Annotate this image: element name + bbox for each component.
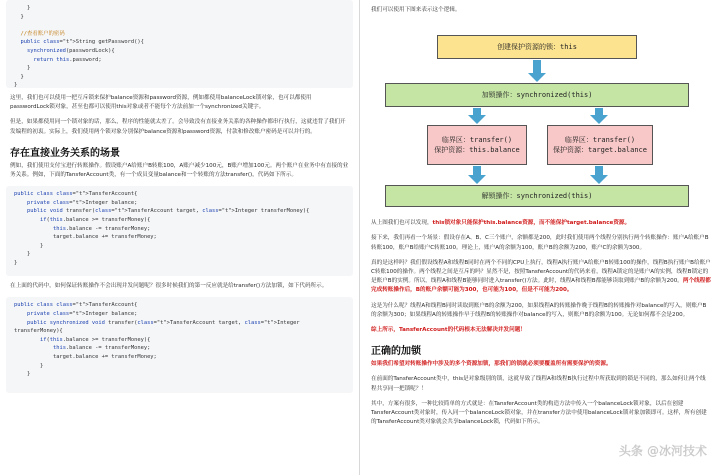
code-line: private class="t">Integer balance;	[26, 199, 138, 206]
arrow-down-icon	[589, 108, 609, 124]
critical-section-this	[427, 125, 527, 165]
paragraph: 但是，如果都使用同一个锁对象的话，那么，程序的性能就太差了。会导致没有直接业务关系的各种操作都串行执行，这就违背了我们开发编程的初衷。实际上，我们使用两个锁对象分别保护balance资源和password资源，付款和修改账户密码是可以并行的。	[10, 119, 346, 135]
code-line: public void transfer(class="t">TansferAccount target, class="t">Integer transferMoney){	[26, 208, 310, 215]
code-line: private class="t">Integer balance;	[26, 311, 138, 318]
code-line: target.balance += transferMoney;	[14, 353, 157, 360]
protected-resource-label: 保护资源：this.balance	[434, 146, 520, 155]
paragraph-text: 从上图我们也可以发现，	[371, 220, 433, 227]
code-line: transferMoney){	[14, 328, 63, 335]
code-line: }	[14, 13, 24, 20]
paragraph	[371, 219, 711, 228]
arrow-down-icon	[467, 108, 487, 124]
paragraph	[371, 259, 711, 296]
paragraph: 接下来，我们再看一个场景：假设存在A、B、C三个账户，余额都是200，此时我们使用两个线程分别执行两个转账操作：账户A给账户B转账100，账户B给账户C转账100。理论上，账户A的余额为100，账户B的余额为200，账户C的余额为300。	[371, 235, 709, 251]
paragraph: 我们可以使用下图来表示这个逻辑。	[371, 7, 461, 13]
critical-section-label: 临界区：transfer()	[441, 136, 513, 145]
paragraph: 这里，我们也可以使用一把互斥锁来保护balance资源和password资源，例如都使用balanceLock锁对象，也可以都使用passwordLock锁对象，甚至也都可以使用this对象或者不能每个方法前加一个synchronized关键字。	[10, 95, 312, 111]
paragraph: 在前面的TansferAccount类中，this是对象级别的锁，这就导致了线程A和线程B执行过程中所获取到的锁是不同的，那么如何让两个线程共享同一把锁呢？！	[371, 376, 706, 392]
paragraph: 在上面的代码中，如何保证转账操作不会出现并发问题呢？很多时候我们的第一反应就是给transfer()方法加锁，如下代码所示。	[10, 283, 328, 290]
highlight-text: 如果我们希望对转账操作中涉及的多个资源加锁，那我们的锁就必须要覆盖所有需要保护的资源。	[371, 361, 612, 368]
code-line: }	[14, 251, 31, 258]
code-line: public class="t">String getPassword(){	[20, 39, 144, 46]
critical-section-target	[547, 125, 653, 165]
code-line: public class class="t">TansferAccount{	[14, 191, 138, 198]
arrow-down-icon	[527, 60, 547, 82]
unlock-box: 解锁操作：synchronized(this)	[385, 185, 689, 207]
code-line: }	[14, 371, 31, 378]
code-line: }	[14, 73, 24, 80]
conclusion-text: 综上所示，TansferAccount的代码根本无法解决并发问题！	[371, 327, 526, 334]
code-line: this.balance -= transferMoney;	[52, 345, 151, 352]
highlight-text: this锁对象只能保护this.balance资源，而不能保护target.balance资源。	[432, 220, 631, 227]
code-line: }	[14, 242, 44, 249]
lock-box: 加锁操作：synchronized(this)	[385, 83, 689, 107]
paragraph-text: 真的是这样吗？我们假设线程A和线程B同时在两个不同的CPU上执行，线程A执行账户A给账户B转账100的操作，线程B执行账户B给账户C转账100的操作。两个线程之间是互斥的吗？显然不是，按照TansferAccount的代码来看，线程A锁定的是账户A的实例，线程B锁定的是账户B的实例。所以，线程A和线程B能够同时进入transfer()方法。此时，线程A和线程B都能够读取到账户B的余额为200。	[371, 259, 711, 285]
code-line: target.balance += transferMoney;	[14, 234, 157, 241]
code-line: if(this.balance >= transferMoney){	[39, 336, 151, 343]
create-lock-box: 创建保护资源的锁：this	[437, 35, 637, 59]
code-line: }	[14, 259, 18, 266]
code-line: return this.password;	[33, 56, 102, 63]
code-block-password-getter	[6, 0, 353, 88]
paragraph: 其中，方案有很多，一种比较简单的方式就是：在TansferAccount类的构造方法中传入一个balanceLock锁对象，以后在创建TansferAccount类对象时，传入同一个balanceLock锁对象，并在transfer方法中使用balanceLock锁对象加锁即可。这样，所有创建的TansferAccount类对象就会共享balanceLock锁，代码如下所示。	[371, 400, 707, 426]
code-line: public class class="t">TansferAccount{	[14, 302, 138, 309]
arrow-down-icon	[589, 166, 609, 184]
watermark: 头条 @冰河技术	[618, 444, 707, 458]
code-line: this.balance -= transferMoney;	[52, 225, 151, 232]
code-line: }	[14, 5, 31, 11]
code-block-transfer	[6, 186, 353, 276]
section-heading: 正确的加锁	[371, 346, 421, 358]
paragraph: 这是为什么呢？线程A和线程B同时读取到账户B的余额为200，如果线程A的转账操作晚于线程B的转账操作对balance的写入，则账户B的余额为300；如果线程A的转账操作早于线程B的转账操作对balance的写入，则账户B的余额为100。无论如何都不会是200。	[371, 302, 707, 318]
protected-resource-label: 保护资源：target.balance	[552, 146, 647, 155]
code-line: }	[14, 65, 31, 72]
highlight-text: 两个线程都完成转账操作后，B的账户余额可能为300，也可能为100，但是不可能为200。	[371, 278, 711, 294]
code-block-synchronized-transfer	[6, 297, 353, 393]
paragraph: 例如，我们使用支付宝进行转账操作。假设账户A给账户B转账100，A账户减少100元，B账户增加100元。两个账户在业务中有直接的业务关系。例如，下面的TansferAccount类，有一个成员变量balance和一个转账的方法transfer()，代码如下所示。	[10, 162, 349, 179]
code-line: }	[14, 82, 18, 88]
code-line: public synchronized void transfer(class="t">TansferAccount target, class="t">Integer	[26, 319, 300, 326]
code-line	[14, 21, 345, 30]
arrow-down-icon	[467, 166, 487, 184]
code-line: }	[14, 362, 44, 369]
section-heading: 存在直接业务关系的场景	[10, 147, 120, 159]
lock-diagram	[367, 19, 715, 209]
right-page	[361, 0, 720, 475]
critical-section-label: 临界区：transfer()	[564, 136, 636, 145]
code-line: //查看账户的密码	[14, 30, 65, 37]
code-line: synchronized(passwordLock){	[26, 47, 115, 54]
code-line: if(this.balance >= transferMoney){	[39, 217, 151, 223]
